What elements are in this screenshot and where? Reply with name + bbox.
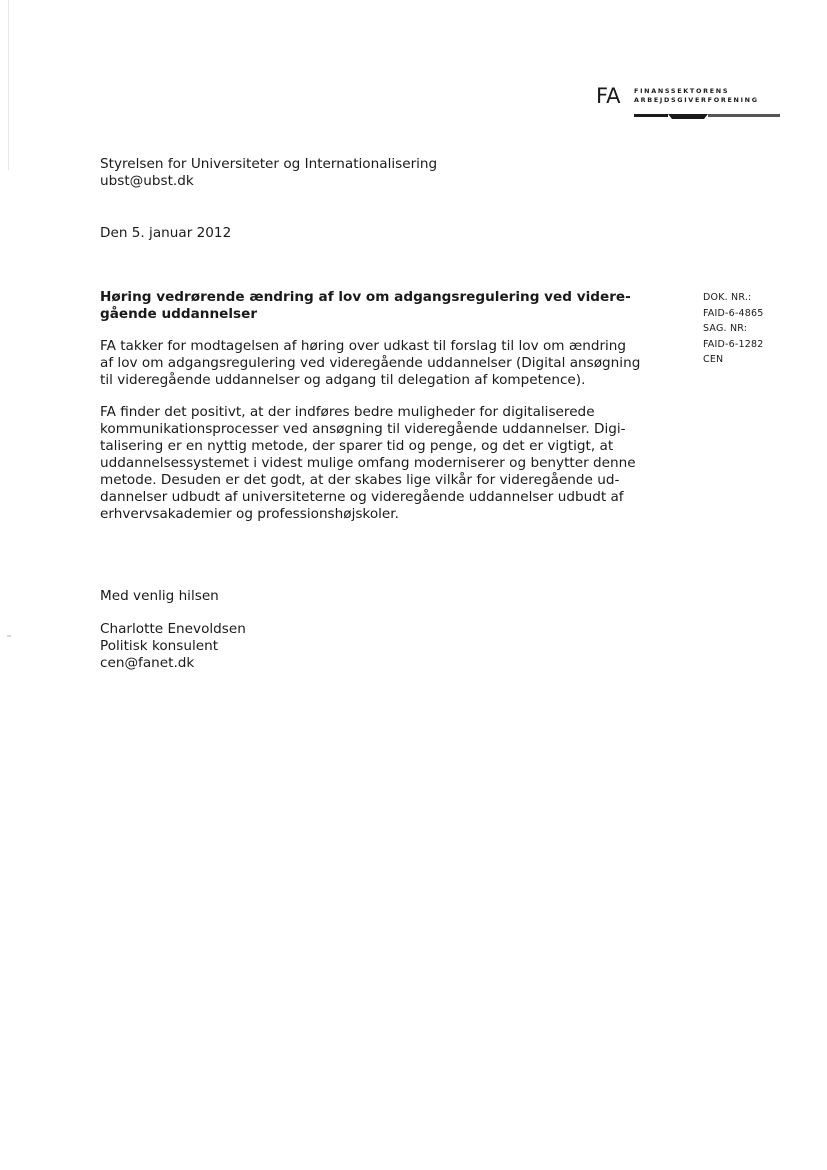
logo-bar-segment-1 xyxy=(634,114,668,117)
scan-edge xyxy=(8,0,9,170)
initials: CEN xyxy=(703,354,724,365)
reference-sidebar xyxy=(703,290,764,368)
closing-text: Med venlig hilsen xyxy=(100,588,219,604)
paragraph-1 xyxy=(100,338,640,389)
paragraph-line: talisering er en nyttig metode, der sparer tid og penge, og det er vigtigt, at xyxy=(100,438,614,454)
signature-block xyxy=(100,621,246,672)
logo-mark: FA xyxy=(596,84,621,108)
signature-role: Politisk konsulent xyxy=(100,638,219,654)
closing xyxy=(100,588,219,605)
logo-bar-segment-3 xyxy=(708,114,780,117)
recipient-block xyxy=(100,156,437,190)
paragraph-line: dannelser udbudt af universiteterne og videregående uddannelser udbudt af xyxy=(100,489,624,505)
recipient-email: ubst@ubst.dk xyxy=(100,173,194,189)
logo-line-1: FINANSSEKTORENS xyxy=(634,87,730,95)
signature-email: cen@fanet.dk xyxy=(100,655,195,671)
title-line-1: Høring vedrørende ændring af lov om adgangsregulering ved videre- xyxy=(100,289,631,305)
dok-label: DOK. NR.: xyxy=(703,292,752,303)
paragraph-line: FA takker for modtagelsen af høring over udkast til forslag til lov om ændring xyxy=(100,338,627,354)
paragraph-line: metode. Desuden er det godt, at der skabes lige vilkår for videregående ud- xyxy=(100,472,620,488)
paragraph-2 xyxy=(100,404,636,523)
logo-line-2: ARBEJDSGIVERFORENING xyxy=(634,96,759,104)
date-text: Den 5. januar 2012 xyxy=(100,225,232,241)
paragraph-line: til videregående uddannelser og adgang til delegation af kompetence). xyxy=(100,372,586,388)
letter-title xyxy=(100,289,631,323)
title-line-2: gående uddannelser xyxy=(100,306,258,322)
paragraph-line: FA finder det positivt, at der indføres bedre muligheder for digitaliserede xyxy=(100,404,595,420)
paragraph-line: kommunikationsprocesser ved ansøgning til videregående uddannelser. Digi- xyxy=(100,421,626,437)
sag-value: FAID-6-1282 xyxy=(703,338,764,350)
letter-date xyxy=(100,225,231,242)
paragraph-line: af lov om adgangsregulering ved videregående uddannelser (Digital ansøgning xyxy=(100,355,641,371)
logo-bar xyxy=(634,113,780,121)
sag-label: SAG. NR: xyxy=(703,323,748,334)
dok-value: FAID-6-4865 xyxy=(703,307,764,319)
paragraph-line: uddannelsessystemet i videst mulige omfang moderniserer og benytter denne xyxy=(100,455,636,471)
recipient-name: Styrelsen for Universiteter og Internationalisering xyxy=(100,156,438,172)
logo-bar-segment-2 xyxy=(668,114,708,119)
paragraph-line: erhvervsakademier og professionshøjskoler. xyxy=(100,506,399,522)
scan-mark xyxy=(7,635,11,637)
fa-logo xyxy=(596,84,786,124)
signature-name: Charlotte Enevoldsen xyxy=(100,621,246,637)
